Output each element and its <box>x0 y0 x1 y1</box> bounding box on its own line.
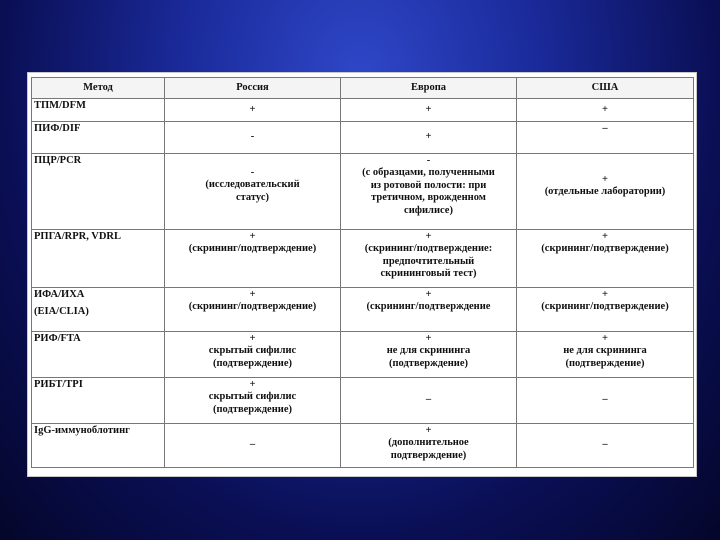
cell-line: из ротовой полости: при <box>370 179 487 191</box>
cell-line: + <box>425 425 432 436</box>
cell-line: сифилисе) <box>404 204 453 216</box>
method-line: ИФА/ИХА <box>34 289 85 300</box>
europe-cell <box>341 288 517 332</box>
cell-line: (подтверждение) <box>213 403 292 415</box>
header-russia: Россия <box>165 78 341 99</box>
cell-line: + <box>249 231 256 242</box>
cell-line: + <box>602 231 608 242</box>
cell-line: третичном, врожденном <box>371 192 486 204</box>
table-row <box>32 378 694 424</box>
cell-line: (скрининг/подтверждение) <box>541 301 669 313</box>
cell-line: скрытый сифилис <box>208 345 297 357</box>
cell-line: – <box>602 394 608 406</box>
table-row <box>32 288 694 332</box>
method-line: РПГА/RPR, VDRL <box>34 231 122 242</box>
method-cell <box>32 122 165 154</box>
table-row <box>32 122 694 154</box>
cell-line: (подтверждение) <box>565 357 645 369</box>
method-cell <box>32 99 165 122</box>
usa-cell <box>517 230 694 288</box>
cell-line: + <box>249 103 256 115</box>
header-usa: США <box>517 78 694 99</box>
russia-cell <box>165 288 341 332</box>
method-line: (EIA/CLIA) <box>34 306 89 318</box>
cell-line: + <box>425 131 432 143</box>
europe-cell <box>341 154 517 230</box>
cell-line: + <box>249 333 256 344</box>
cell-line: (исследовательский <box>205 179 300 191</box>
cell-line: + <box>249 379 256 390</box>
cell-line: + <box>425 289 432 300</box>
europe-cell <box>341 378 517 424</box>
cell-line: – <box>249 439 256 451</box>
cell-line: (скрининг/подтверждение: <box>364 243 493 255</box>
cell-line: подтверждение) <box>390 449 467 461</box>
cell-line: не для скрининга <box>386 345 471 357</box>
europe-cell <box>341 122 517 154</box>
russia-cell <box>165 230 341 288</box>
europe-cell <box>341 230 517 288</box>
cell-line: скрининговый тест) <box>380 268 477 280</box>
russia-cell <box>165 424 341 468</box>
table-row <box>32 424 694 468</box>
cell-line: (скрининг/подтверждение) <box>541 243 669 255</box>
usa-cell <box>517 122 694 154</box>
cell-line: + <box>602 174 608 185</box>
cell-line: + <box>602 289 608 300</box>
method-cell <box>32 154 165 230</box>
cell-line: + <box>425 231 432 242</box>
comparison-table <box>31 77 694 468</box>
table-row <box>32 154 694 230</box>
cell-line: (с образцами, полученными <box>362 167 495 179</box>
cell-line: не для скрининга <box>563 345 647 357</box>
slide-table-frame <box>27 72 697 477</box>
method-cell <box>32 378 165 424</box>
cell-line: (подтверждение) <box>213 357 292 369</box>
table-row <box>32 230 694 288</box>
europe-cell <box>341 424 517 468</box>
cell-line: (отдельные лаборатории) <box>544 186 666 198</box>
cell-line: - <box>250 167 255 178</box>
cell-line: + <box>249 289 256 300</box>
method-line: ПИФ/DIF <box>34 123 81 134</box>
cell-line: (дополнительное <box>388 437 469 449</box>
russia-cell <box>165 99 341 122</box>
method-cell <box>32 230 165 288</box>
cell-line: + <box>425 103 432 115</box>
europe-cell <box>341 332 517 378</box>
method-line: ПЦР/PCR <box>34 155 82 166</box>
header-method: Метод <box>32 78 165 99</box>
cell-line: + <box>602 103 608 115</box>
cell-line: - <box>250 131 255 143</box>
cell-line: – <box>425 394 432 406</box>
usa-cell <box>517 378 694 424</box>
cell-line: + <box>602 333 608 344</box>
europe-cell <box>341 99 517 122</box>
russia-cell <box>165 332 341 378</box>
cell-line: (скрининг/подтверждение) <box>188 301 317 313</box>
method-cell <box>32 424 165 468</box>
method-line: IgG-иммуноблотинг <box>34 425 130 436</box>
cell-line: статус) <box>235 191 270 203</box>
russia-cell <box>165 154 341 230</box>
cell-line: (скрининг/подтверждение) <box>188 243 317 255</box>
cell-line: + <box>425 333 432 344</box>
usa-cell <box>517 99 694 122</box>
usa-cell <box>517 154 694 230</box>
cell-line: предпочтительный <box>382 255 475 267</box>
method-cell <box>32 288 165 332</box>
method-cell <box>32 332 165 378</box>
cell-line: скрытый сифилис <box>208 391 297 403</box>
method-line: РИБТ/TPI <box>34 379 83 390</box>
cell-line: – <box>602 439 608 451</box>
russia-cell <box>165 378 341 424</box>
russia-cell <box>165 122 341 154</box>
usa-cell <box>517 288 694 332</box>
table-header-row <box>32 78 694 99</box>
cell-line: – <box>602 123 608 134</box>
cell-line: - <box>426 155 431 166</box>
method-line: РИФ/FTA <box>34 333 81 344</box>
cell-line: (скрининг/подтверждение <box>366 301 491 313</box>
cell-line: (подтверждение) <box>389 357 468 369</box>
table-row <box>32 332 694 378</box>
usa-cell <box>517 424 694 468</box>
table-row <box>32 99 694 122</box>
method-line: ТПМ/DFM <box>34 100 86 111</box>
header-europe: Европа <box>341 78 517 99</box>
usa-cell <box>517 332 694 378</box>
